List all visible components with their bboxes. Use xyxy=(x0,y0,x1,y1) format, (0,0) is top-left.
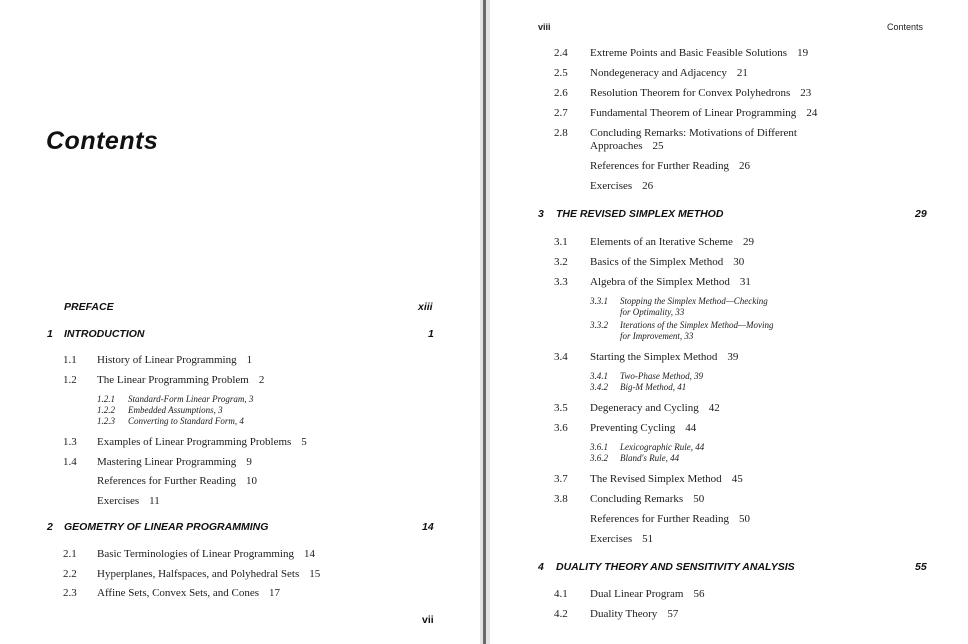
section-number: 3.2 xyxy=(554,256,568,268)
chapter-title: GEOMETRY OF LINEAR PROGRAMMING xyxy=(64,521,269,533)
toc-entry xyxy=(590,493,704,505)
references-label: References for Further Reading xyxy=(590,160,729,172)
section-title: Preventing Cycling xyxy=(590,422,676,434)
exercises-page: 26 xyxy=(642,180,654,192)
toc-entry xyxy=(97,587,280,599)
subsection-title: Lexicographic Rule, 44 xyxy=(620,442,705,452)
section-number: 3.8 xyxy=(554,493,568,505)
toc-entry xyxy=(590,351,738,363)
toc-entry xyxy=(590,513,750,525)
chapter-title: DUALITY THEORY AND SENSITIVITY ANALYSIS xyxy=(556,561,795,573)
subsection-number: 3.4.2 xyxy=(590,382,608,392)
subsection-title-continued: for Improvement, 33 xyxy=(620,331,694,341)
running-folio: viii xyxy=(538,22,551,32)
section-title: Affine Sets, Convex Sets, and Cones xyxy=(97,587,260,599)
toc-entry xyxy=(590,588,704,600)
section-page: 30 xyxy=(733,256,745,268)
section-page: 29 xyxy=(742,236,754,248)
section-page: 50 xyxy=(693,493,705,505)
references-page: 26 xyxy=(738,160,750,172)
subsection-title: Converting to Standard Form, 4 xyxy=(128,416,244,426)
section-number: 2.4 xyxy=(554,47,568,59)
toc-entry xyxy=(97,568,320,580)
section-page: 25 xyxy=(652,140,664,152)
section-title: Hyperplanes, Halfspaces, and Polyhedral Sets xyxy=(97,568,300,580)
exercises-label: Exercises xyxy=(97,495,140,507)
toc-entry xyxy=(590,473,743,485)
section-page: 21 xyxy=(736,67,748,79)
subsection-number: 3.6.1 xyxy=(590,442,608,452)
section-number: 3.7 xyxy=(554,473,568,485)
subsection-number: 3.3.2 xyxy=(590,320,608,330)
chapter-page: 14 xyxy=(422,521,434,533)
section-number: 1.4 xyxy=(63,456,77,468)
section-page: 5 xyxy=(301,436,307,448)
chapter-number: 3 xyxy=(538,208,544,220)
section-title: Concluding Remarks: Motivations of Different xyxy=(590,127,797,139)
section-page: 2 xyxy=(258,374,265,386)
exercises-label: Exercises xyxy=(590,180,633,192)
section-title: Resolution Theorem for Convex Polyhedrons xyxy=(590,87,791,99)
subsection-number: 1.2.2 xyxy=(97,405,115,415)
section-number: 2.5 xyxy=(554,67,568,79)
subsection-title: Two-Phase Method, 39 xyxy=(620,371,704,381)
section-title: Extreme Points and Basic Feasible Solutions xyxy=(590,47,788,59)
toc-entry xyxy=(97,354,252,366)
chapter-number: 1 xyxy=(47,328,53,340)
left-page xyxy=(0,0,480,644)
section-title: History of Linear Programming xyxy=(97,354,237,366)
subsection-number: 3.3.1 xyxy=(590,296,608,306)
section-page: 24 xyxy=(806,107,818,119)
section-page: 39 xyxy=(727,351,739,363)
section-number: 3.3 xyxy=(554,276,568,288)
section-number: 1.3 xyxy=(63,436,77,448)
section-page: 19 xyxy=(797,47,809,59)
section-page: 57 xyxy=(667,608,679,620)
section-title: Fundamental Theorem of Linear Programming xyxy=(590,107,797,119)
subsection-title: Bland's Rule, 44 xyxy=(620,453,680,463)
section-title: Degeneracy and Cycling xyxy=(590,402,699,414)
section-page: 31 xyxy=(739,276,751,288)
section-title: Duality Theory xyxy=(590,608,658,620)
section-title: Concluding Remarks xyxy=(590,493,684,505)
section-number: 2.8 xyxy=(554,127,568,139)
section-title: Examples of Linear Programming Problems xyxy=(97,436,292,448)
subsection-title: Standard-Form Linear Program, 3 xyxy=(128,394,254,404)
chapter-title: INTRODUCTION xyxy=(64,328,145,340)
toc-entry xyxy=(97,548,315,560)
section-title: Dual Linear Program xyxy=(590,588,684,600)
section-page: 1 xyxy=(246,354,253,366)
section-number: 2.1 xyxy=(63,548,77,560)
toc-entry xyxy=(590,47,808,59)
section-number: 3.4 xyxy=(554,351,568,363)
section-number: 3.5 xyxy=(554,402,568,414)
section-page: 56 xyxy=(693,588,705,600)
exercises-page: 11 xyxy=(149,495,160,507)
subsection-title: Big-M Method, 41 xyxy=(620,382,687,392)
section-page: 45 xyxy=(731,473,743,485)
references-label: References for Further Reading xyxy=(590,513,729,525)
section-page: 9 xyxy=(246,456,252,468)
subsection-title: Embedded Assumptions, 3 xyxy=(128,405,223,415)
section-title: Algebra of the Simplex Method xyxy=(590,276,730,288)
chapter-page: 55 xyxy=(915,561,927,573)
toc-entry xyxy=(590,276,751,288)
contents-title: Contents xyxy=(46,127,159,155)
page-folio: vii xyxy=(422,614,434,626)
toc-entry xyxy=(97,436,307,448)
references-page: 10 xyxy=(245,475,257,487)
section-number: 2.6 xyxy=(554,87,568,99)
subsection-title-continued: for Optimality, 33 xyxy=(620,307,685,317)
running-head: Contents xyxy=(887,22,924,32)
toc-entry xyxy=(590,608,678,620)
chapter-page: 1 xyxy=(428,328,434,340)
subsection-title: Stopping the Simplex Method—Checking xyxy=(620,296,768,306)
chapter-page: 29 xyxy=(915,208,927,220)
chapter-title: THE REVISED SIMPLEX METHOD xyxy=(556,208,724,220)
toc-entry xyxy=(590,402,720,414)
references-label: References for Further Reading xyxy=(97,475,236,487)
section-title: Nondegeneracy and Adjacency xyxy=(590,67,727,79)
section-number: 2.3 xyxy=(63,587,77,599)
section-page: 44 xyxy=(685,422,697,434)
section-page: 23 xyxy=(800,87,812,99)
preface-label: PREFACE xyxy=(64,301,114,313)
section-title-continued: Approaches xyxy=(590,140,643,152)
toc-entry xyxy=(97,475,257,487)
subsection-number: 1.2.3 xyxy=(97,416,115,426)
preface-page: xiii xyxy=(418,301,433,313)
subsection-number: 3.4.1 xyxy=(590,371,608,381)
exercises-page: 51 xyxy=(642,533,654,545)
toc-entry xyxy=(97,374,264,386)
toc-entry xyxy=(97,495,160,507)
section-number: 2.7 xyxy=(554,107,568,119)
section-title: Basics of the Simplex Method xyxy=(590,256,724,268)
toc-entry xyxy=(590,107,817,119)
section-page: 42 xyxy=(708,402,720,414)
section-page: 14 xyxy=(304,548,315,560)
section-number: 1.2 xyxy=(63,374,77,386)
chapter-number: 2 xyxy=(47,521,53,533)
toc-entry xyxy=(590,256,744,268)
toc-entry xyxy=(590,236,754,248)
section-number: 1.1 xyxy=(63,354,77,366)
exercises-label: Exercises xyxy=(590,533,633,545)
page-divider xyxy=(483,0,486,644)
section-number: 3.1 xyxy=(554,236,568,248)
section-title: The Revised Simplex Method xyxy=(590,473,722,485)
toc-entry xyxy=(97,456,252,468)
section-number: 2.2 xyxy=(63,568,77,580)
toc-entry xyxy=(590,180,653,192)
section-page: 15 xyxy=(309,568,321,580)
section-page: 17 xyxy=(269,587,281,599)
section-title: Mastering Linear Programming xyxy=(97,456,237,468)
toc-entry xyxy=(590,533,653,545)
subsection-number: 1.2.1 xyxy=(97,394,115,404)
chapter-number: 4 xyxy=(538,561,544,573)
references-page: 50 xyxy=(738,513,750,525)
section-title: Basic Terminologies of Linear Programming xyxy=(97,548,294,560)
toc-entry xyxy=(590,87,811,99)
section-number: 4.2 xyxy=(554,608,568,620)
section-number: 3.6 xyxy=(554,422,568,434)
toc-entry xyxy=(590,160,750,172)
subsection-number: 3.6.2 xyxy=(590,453,608,463)
section-title: Starting the Simplex Method xyxy=(590,351,718,363)
toc-entry xyxy=(590,140,664,152)
toc-entry xyxy=(590,422,696,434)
section-title: The Linear Programming Problem xyxy=(97,374,249,386)
right-page xyxy=(490,0,968,644)
section-title: Elements of an Iterative Scheme xyxy=(590,236,733,248)
subsection-title: Iterations of the Simplex Method—Moving xyxy=(620,320,774,330)
section-number: 4.1 xyxy=(554,588,568,600)
toc-entry xyxy=(590,67,748,79)
